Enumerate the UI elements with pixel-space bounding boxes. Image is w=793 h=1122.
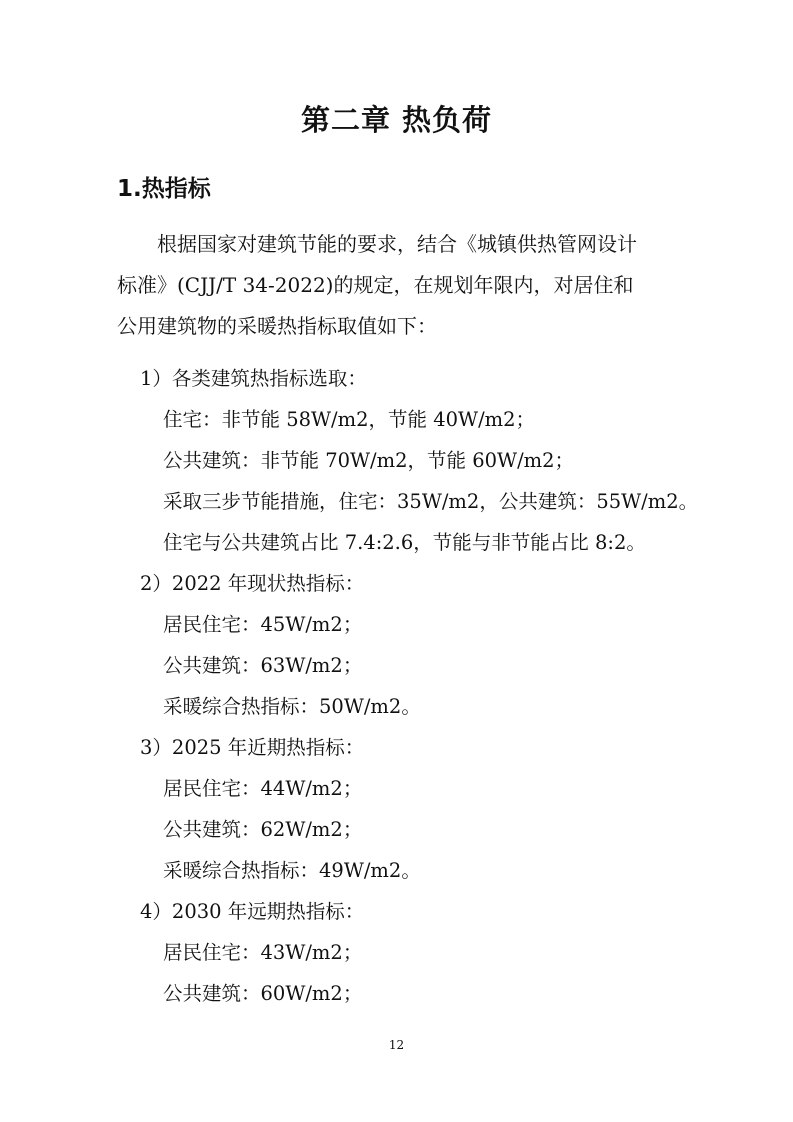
item-heading: 1）各类建筑热指标选取： <box>140 367 367 390</box>
item-heading: 2）2022 年现状热指标： <box>140 572 365 595</box>
item-line: 居民住宅：45W/m2； <box>163 613 363 636</box>
item-line: 公共建筑：60W/m2； <box>163 982 363 1005</box>
intro-line: 根据国家对建筑节能的要求，结合《城镇供热管网设计 <box>157 232 637 256</box>
item-line: 居民住宅：43W/m2； <box>163 941 363 964</box>
chapter-title: 第二章 热负荷 <box>300 103 493 137</box>
item-heading: 3）2025 年近期热指标： <box>140 736 365 759</box>
intro-paragraph <box>117 224 695 347</box>
page-number: 12 <box>388 1038 405 1052</box>
intro-line: 标准》(CJJ/T 34-2022)的规定，在规划年限内，对居住和 <box>117 273 634 297</box>
intro-line: 公用建筑物的采暖热指标取值如下： <box>117 314 437 338</box>
item-line: 采暖综合热指标：50W/m2。 <box>163 695 421 718</box>
item-line: 公共建筑：63W/m2； <box>163 654 363 677</box>
item-line: 公共建筑：非节能 70W/m2，节能 60W/m2； <box>163 449 575 472</box>
item-line: 采暖综合热指标：49W/m2。 <box>163 859 421 882</box>
item-line: 住宅与公共建筑占比 7.4:2.6，节能与非节能占比 8:2。 <box>163 531 646 554</box>
item-heading: 4）2030 年远期热指标： <box>140 900 365 923</box>
item-line: 公共建筑：62W/m2； <box>163 818 363 841</box>
item-line: 采取三步节能措施，住宅：35W/m2，公共建筑：55W/m2。 <box>163 490 699 513</box>
item-line: 住宅：非节能 58W/m2，节能 40W/m2； <box>163 408 536 431</box>
section-heading: 1.热指标 <box>117 176 211 202</box>
item-line: 居民住宅：44W/m2； <box>163 777 363 800</box>
